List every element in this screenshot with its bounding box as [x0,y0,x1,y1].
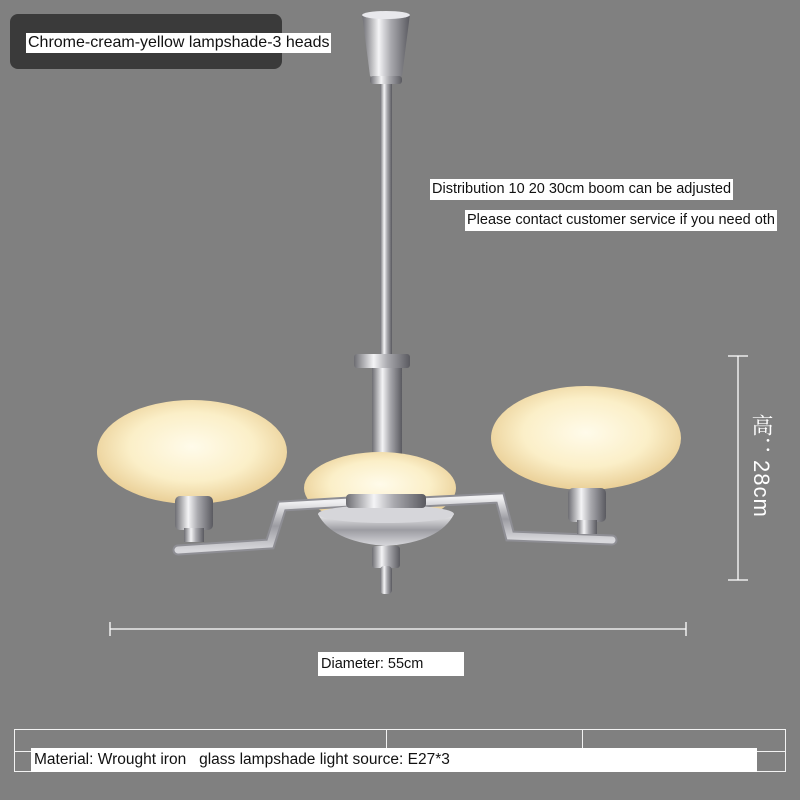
lamp-holder-right [568,488,606,534]
lampshade-left [97,400,287,504]
product-title: Chrome-cream-yellow lampshade-3 heads [28,34,330,51]
center-hub [318,494,454,594]
diameter-dimension-line [110,622,686,636]
lamp-holder-left [175,496,213,542]
diameter-label: Diameter: 55cm [318,652,464,676]
material-spec: Material: Wrought iron glass lampshade light source: E27*3 [31,748,757,772]
height-label: 高：28cm [749,414,774,518]
ceiling-canopy [362,11,410,84]
lampshade-right [491,386,681,490]
customer-service-note: Please contact customer service if you need oth [465,210,777,231]
boom-adjust-note: Distribution 10 20 30cm boom can be adjusted [430,179,733,200]
height-dimension-line [728,356,748,580]
suspension-rod [380,84,392,354]
